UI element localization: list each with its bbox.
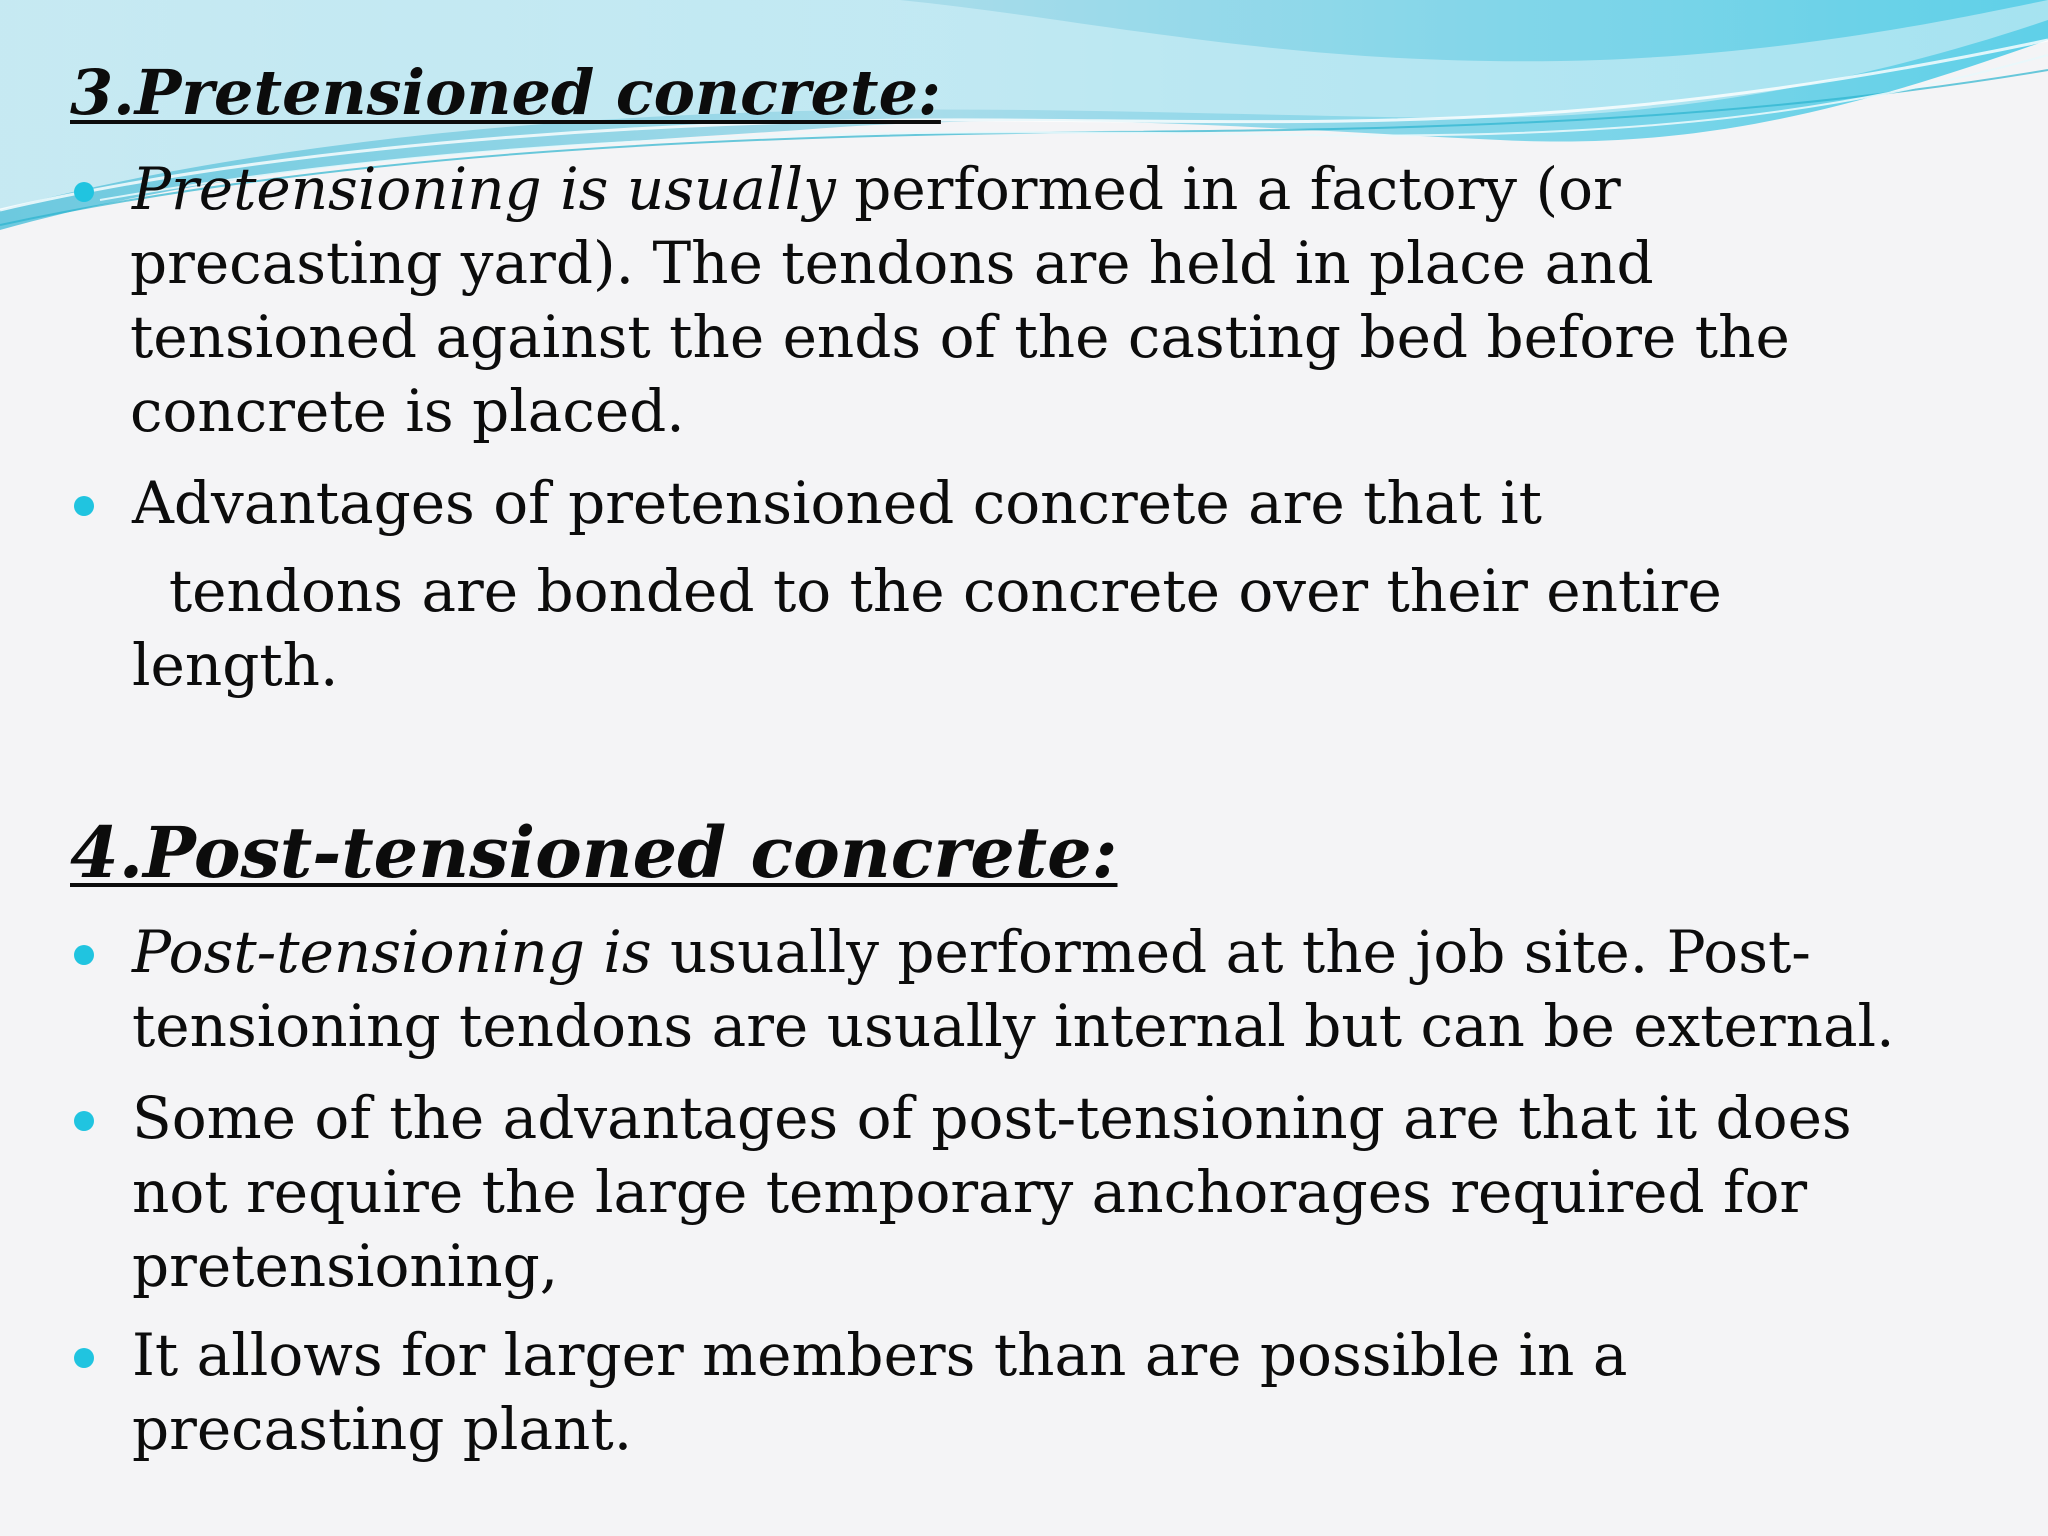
section-4-bullet-1 [132, 915, 1952, 1063]
bullet-line: tendons are bonded to the concrete over their entire [132, 557, 1722, 625]
bullet-line: precasting plant. [132, 1395, 633, 1463]
bullet-line: tensioning tendons are usually internal but can be external. [132, 992, 1895, 1060]
bullet-line: It allows for larger members than are possible in a [132, 1321, 1628, 1389]
bullet-line: concrete is placed. [130, 377, 685, 445]
bullet-dot-icon [74, 1111, 94, 1131]
bullet-line: length. [132, 631, 339, 699]
section-4-heading: 4.Post-tensioned concrete: [70, 811, 1118, 894]
bullet-dot-icon [74, 496, 94, 516]
bullet-line: tensioned against the ends of the casting bed before the [130, 303, 1790, 371]
bullet-line: Post-tensioning is usually performed at the job site. Post- [132, 918, 1811, 986]
bullet-dot-icon [74, 182, 94, 202]
bullet-line: precasting yard). The tendons are held in place and [130, 229, 1654, 297]
bullet-line: pretensioning, [132, 1232, 559, 1300]
bullet-dot-icon [74, 945, 94, 965]
section-3-bullet-2 [132, 466, 1952, 702]
section-3-heading: 3.Pretensioned concrete: [70, 56, 941, 129]
section-4-bullet-3 [132, 1318, 1952, 1466]
bullet-line: Some of the advantages of post-tensioning are that it does [132, 1084, 1852, 1152]
bullet-line: not require the large temporary anchorages required for [132, 1158, 1808, 1226]
bullet-line: Pretensioning is usually performed in a factory (or [132, 155, 1621, 223]
bullet-dot-icon [74, 1348, 94, 1368]
bullet-line: Advantages of pretensioned concrete are that it [132, 469, 1542, 537]
section-4-bullet-2 [132, 1081, 1952, 1303]
italic-lead: Pretensioning is usually [132, 155, 836, 223]
italic-lead: Post-tensioning is [132, 918, 652, 986]
section-3-bullet-1 [132, 152, 1952, 448]
